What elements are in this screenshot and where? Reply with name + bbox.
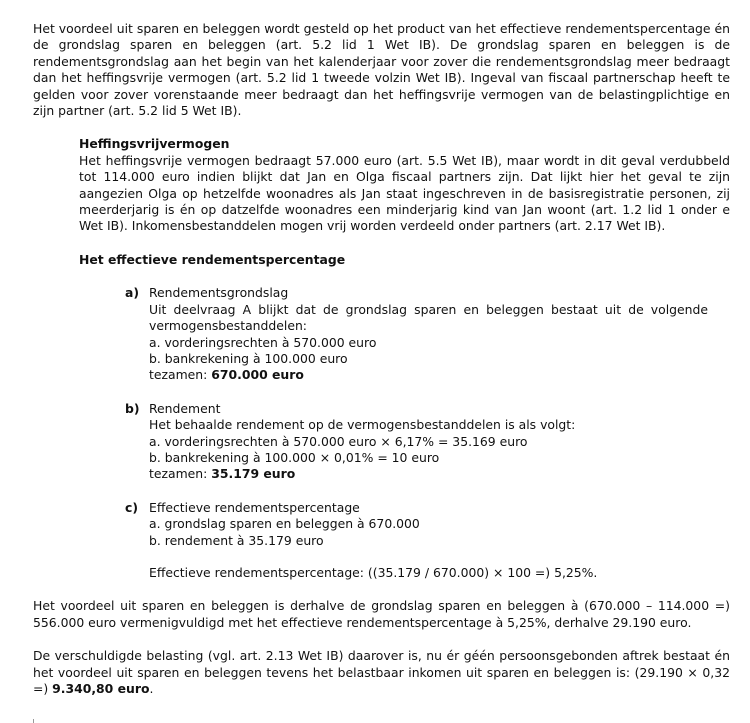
effectief-title: Het effectieve rendementspercentage — [79, 251, 346, 267]
item-b-label: b) — [125, 400, 140, 416]
item-b-line2: b. bankrekening à 100.000 × 0,01% = 10 euro — [149, 449, 440, 465]
item-b-line1: a. vorderingsrechten à 570.000 euro × 6,17% = 35.169 euro — [149, 433, 528, 449]
item-a-text: Uit deelvraag A blijkt dat de grondslag sparen en beleggen bestaat uit de volgende vermogensbestanddelen: — [149, 301, 708, 334]
item-a-label: a) — [125, 285, 140, 301]
belasting-end: . — [149, 681, 154, 696]
item-b-text: Het behaalde rendement op de vermogensbestanddelen is als volgt: — [149, 417, 576, 433]
item-b-heading: Rendement — [149, 400, 221, 416]
intro-paragraph: Het voordeel uit sparen en beleggen wordt gesteld op het product van het effectieve rendementspercentage én de grondslag sparen en beleggen (art. 5.2 lid 1 Wet IB). De grondslag sparen en beleggen is de rendementsgrondslag aan het begin van het kalenderjaar voor zover die rendementsgrondslag meer bedraagt dan het heffingsvrije vermogen (art. 5.2 lid 1 tweede volzin Wet IB). Ingeval van fiscaal partnerschap heeft te gelden voor zover vorenstaande meer bedraagt dan het heffingsvrije vermogen van de belastingplichtige en zijn partner (art. 5.2 lid 5 Wet IB). — [33, 21, 730, 119]
item-b — [125, 401, 708, 483]
text-cursor — [33, 719, 34, 723]
belasting-paragraph — [33, 648, 730, 697]
item-a-line1: a. vorderingsrechten à 570.000 euro — [149, 334, 377, 350]
item-c-formula: Effectieve rendementspercentage: ((35.179 / 670.000) × 100 =) 5,25%. — [149, 564, 598, 580]
heffingsvrij-body: Het heffingsvrije vermogen bedraagt 57.000 euro (art. 5.5 Wet IB), maar wordt in dit geval verdubbeld tot 114.000 euro indien blijkt dat Jan en Olga fiscaal partners zijn. Dat lijkt hier het geval te zijn aangezien Olga op hetzelfde woonadres als Jan staat ingeschreven in de basisregistratie personen, zij meerderjarig is én op datzelfde woonadres een minderjarig kind van Jan woont (art. 1.2 lid 1 onder e Wet IB). Inkomensbestanddelen mogen vrij worden verdeeld onder partners (art. 2.17 Wet IB). — [79, 152, 730, 234]
item-a-total — [149, 367, 708, 383]
belasting-result: 9.340,80 euro — [52, 681, 150, 696]
item-c-line1: a. grondslag sparen en beleggen à 670.000 — [149, 516, 420, 532]
item-b-total-value: 35.179 euro — [211, 466, 296, 482]
document-page — [33, 21, 730, 697]
item-a-heading: Rendementsgrondslag — [149, 285, 289, 301]
item-c-heading: Effectieve rendementspercentage — [149, 499, 360, 515]
item-b-total — [149, 466, 708, 482]
item-c-line2: b. rendement à 35.179 euro — [149, 532, 324, 548]
item-a-total-value: 670.000 euro — [211, 367, 304, 383]
item-c-label: c) — [125, 499, 139, 515]
item-a — [125, 285, 708, 383]
item-a-total-prefix: tezamen: — [149, 367, 212, 383]
voordeel-paragraph: Het voordeel uit sparen en beleggen is derhalve de grondslag sparen en beleggen à (670.000 – 114.000 =) 556.000 euro vermenigvuldigd met het effectieve rendementspercentage à 5,25%, derhalve 29.190 euro. — [33, 598, 730, 630]
heffingsvrij-section — [79, 136, 730, 234]
item-c — [125, 500, 708, 582]
belasting-text: De verschuldigde belasting (vgl. art. 2.13 Wet IB) daarover is, nu ér géén persoonsgebonden aftrek bestaat én het voordeel uit sparen en beleggen tevens het belastbaar inkomen uit sparen en beleggen is: (29.190 × 0,32 =) — [33, 648, 730, 696]
item-a-line2: b. bankrekening à 100.000 euro — [149, 350, 348, 366]
item-b-total-prefix: tezamen: — [149, 466, 212, 482]
heffingsvrij-title: Heffingsvrijvermogen — [79, 136, 230, 152]
